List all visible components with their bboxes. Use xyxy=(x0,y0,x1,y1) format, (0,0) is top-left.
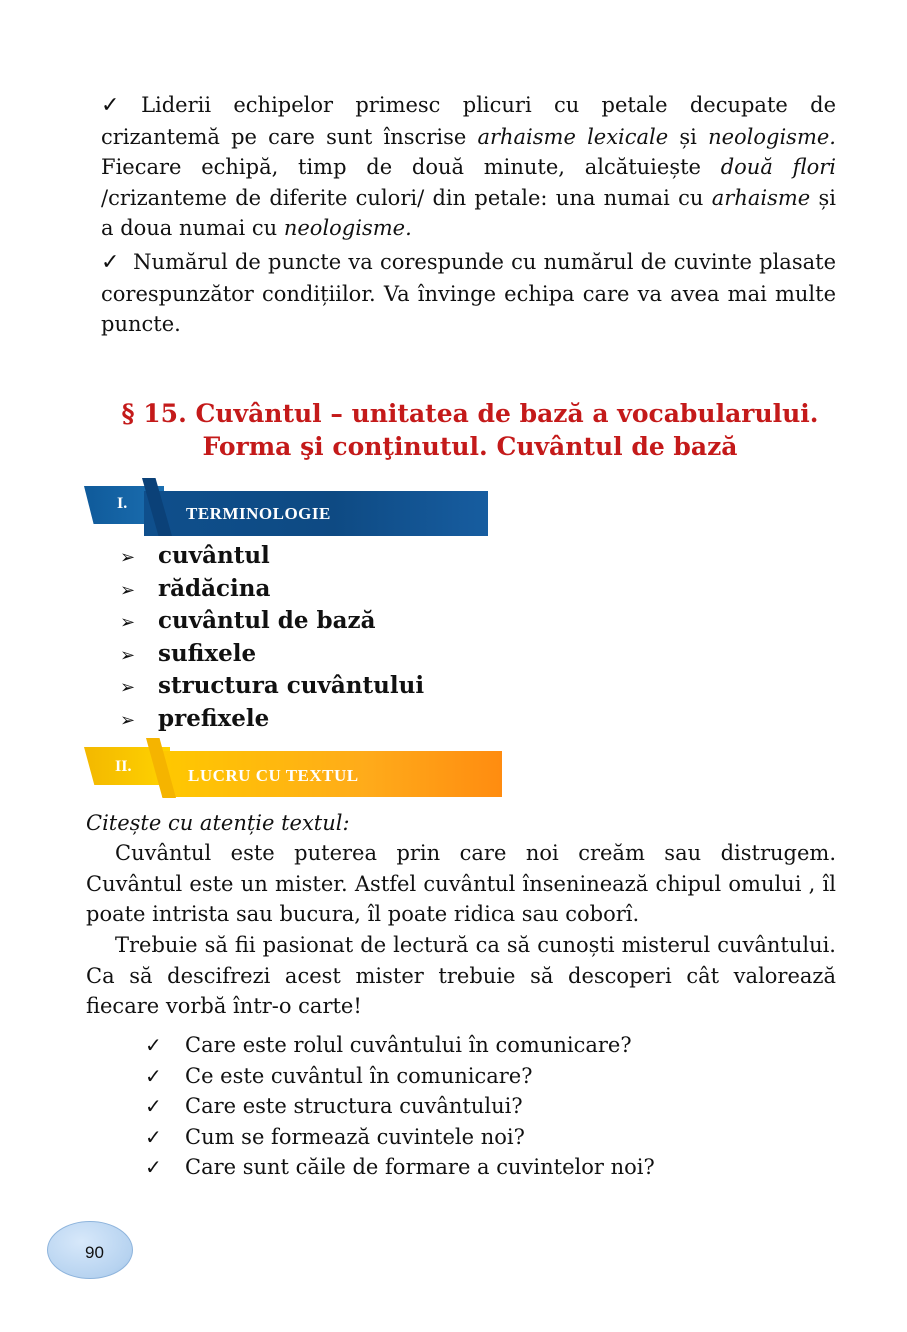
question-text: Care este rolul cuvântului în comunicare? xyxy=(185,1033,632,1057)
arrow-bullet-icon: ➢ xyxy=(120,579,136,601)
section-banner-terminology xyxy=(84,478,488,536)
chapter-title-line-2: Forma şi conţinutul. Cuvântul de bază xyxy=(202,432,738,461)
question-text: Care este structura cuvântului? xyxy=(185,1094,523,1118)
arrow-bullet-icon: ➢ xyxy=(120,709,136,731)
rule-term: două flori xyxy=(720,155,836,179)
rule-text: Numărul de puncte va corespunde cu numărul de cuvinte plasate corespunzător condițiilor. Va învinge echipa care va avea mai multe puncte. xyxy=(101,250,836,336)
term-label: prefixele xyxy=(158,704,270,732)
term-label: cuvântul xyxy=(158,542,270,569)
term-label: structura cuvântului xyxy=(158,672,425,699)
question-text: Care sunt căile de formare a cuvintelor noi? xyxy=(185,1155,655,1179)
term-label: sufixele xyxy=(158,639,257,667)
text-paragraph-2: Trebuie să fii pasionat de lectură ca să cunoști misterul cuvântului. Ca să descifrezi acest mister trebuie să descoperi cât valorează fiecare vorbă într-o carte! xyxy=(86,933,836,1018)
list-item xyxy=(120,671,424,704)
check-icon: ✓ xyxy=(145,1063,162,1088)
check-icon: ✓ xyxy=(145,1155,162,1179)
rule-term: arhaisme lexicale xyxy=(477,124,669,149)
page-number-badge xyxy=(47,1221,133,1279)
check-icon: ✓ xyxy=(145,1124,162,1149)
list-item xyxy=(120,606,424,639)
list-item xyxy=(145,1030,655,1061)
rule-term: neologisme. xyxy=(708,124,836,149)
section-number: I. xyxy=(117,495,128,512)
arrow-bullet-icon: ➢ xyxy=(120,612,136,633)
term-label: cuvântul de bază xyxy=(158,607,376,634)
list-item xyxy=(145,1091,655,1122)
chapter-title xyxy=(100,397,840,463)
check-icon: ✓ xyxy=(145,1033,162,1057)
rule-text: și a doua numai cu xyxy=(101,185,836,240)
section-banner-text-work xyxy=(84,738,502,798)
check-icon: ✓ xyxy=(101,93,136,118)
rule-term: neologisme. xyxy=(283,216,412,240)
check-icon: ✓ xyxy=(101,250,120,275)
list-item xyxy=(145,1061,655,1092)
rule-text: Liderii echipelor primesc plicuri cu petale decupate de crizantemă pe care sunt înscrise xyxy=(101,93,836,149)
list-item xyxy=(145,1152,655,1183)
section-number: II. xyxy=(115,758,132,775)
list-item xyxy=(120,541,424,574)
rule-text: Fiecare echipă, timp de două minute, alcătuiește xyxy=(101,155,721,179)
rule-term: arhaisme xyxy=(711,185,811,210)
check-icon: ✓ xyxy=(145,1094,162,1118)
arrow-bullet-icon: ➢ xyxy=(120,677,136,698)
rule-paragraph-1 xyxy=(101,90,836,244)
rule-text: /crizanteme de diferite culori/ din petale: una numai cu xyxy=(101,185,712,210)
list-item xyxy=(120,704,424,737)
chapter-title-line-1: § 15. Cuvântul – unitatea de bază a vocabularului. xyxy=(121,399,819,428)
section-title: LUCRU CU TEXTUL xyxy=(188,766,359,785)
question-text: Ce este cuvântul în comunicare? xyxy=(185,1063,533,1088)
page-number: 90 xyxy=(85,1243,104,1262)
arrow-bullet-icon: ➢ xyxy=(120,547,136,568)
section-title: TERMINOLOGIE xyxy=(186,504,331,523)
reading-instruction: Citește cu atenție textul: xyxy=(86,811,350,835)
arrow-bullet-icon: ➢ xyxy=(120,644,136,666)
list-item xyxy=(145,1122,655,1153)
rule-text: și xyxy=(668,124,709,149)
terminology-list xyxy=(120,541,424,736)
text-paragraph-1: Cuvântul este puterea prin care noi creăm sau distrugem. Cuvântul este un mister. Astfel cuvântul înseninează chipul omului , îl poate intrista sau bucura, îl poate ridica sau coborî. xyxy=(86,841,836,926)
question-list xyxy=(145,1030,655,1183)
list-item xyxy=(120,574,424,607)
term-label: rădăcina xyxy=(158,574,271,602)
question-text: Cum se formează cuvintele noi? xyxy=(185,1124,525,1149)
rule-paragraph-2 xyxy=(101,247,836,340)
list-item xyxy=(120,639,424,672)
